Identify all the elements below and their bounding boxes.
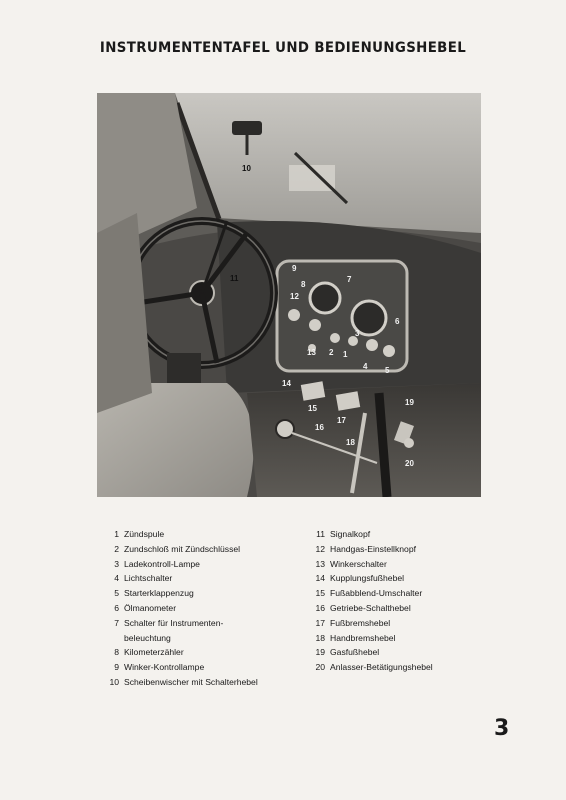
legend-item: 15 Fußabblend-Umschalter <box>315 588 423 599</box>
callout-20: 20 <box>405 459 414 468</box>
legend-item: 7 Schalter für Instrumenten- beleuchtung <box>114 617 224 643</box>
legend-item: 11 Signalkopf <box>316 529 371 539</box>
floor <box>247 383 481 497</box>
knob-icon <box>288 309 300 321</box>
kilometer-gauge-icon <box>310 283 340 313</box>
wiper-motor-icon <box>232 121 262 135</box>
legend-item: 8 Kilometerzähler <box>114 647 184 658</box>
legend-item: 6 Ölmanometer <box>114 602 177 613</box>
callout-19: 19 <box>405 398 414 407</box>
callout-12: 12 <box>290 292 299 301</box>
knob-icon <box>366 339 378 351</box>
callout-14: 14 <box>282 379 291 388</box>
legend-right <box>310 527 485 675</box>
knob-icon <box>309 319 321 331</box>
knob-icon <box>330 333 340 343</box>
legend-item: 20 Anlasser-Betätigungshebel <box>315 662 433 673</box>
legend-item: 18 Handbremshebel <box>315 632 396 643</box>
legend-item: 5 Starterklappenzug <box>114 588 194 599</box>
dashboard-photo <box>97 93 481 497</box>
dashboard-illustration <box>97 93 481 497</box>
dip-switch-icon <box>276 420 294 438</box>
legend-item: 10 Scheibenwischer mit Schalterhebel <box>109 676 258 687</box>
callout-18: 18 <box>346 438 355 447</box>
callout-8: 8 <box>301 280 306 289</box>
callout-13: 13 <box>307 348 316 357</box>
windshield <box>175 93 481 233</box>
legend-item: 4 Lichtschalter <box>114 573 173 584</box>
callout-1: 1 <box>343 350 348 359</box>
callout-7: 7 <box>347 275 352 284</box>
callout-11: 11 <box>230 274 239 283</box>
legend-item: 1 Zündspule <box>114 529 165 539</box>
legend-item: 14 Kupplungsfußhebel <box>315 573 405 584</box>
legend-item: 9 Winker-Kontrollampe <box>114 662 205 673</box>
callout-9: 9 <box>292 264 297 273</box>
legend-item: 12 Handgas-Einstellknopf <box>315 543 416 554</box>
knob-icon <box>383 345 395 357</box>
page-number: 3 <box>494 716 510 741</box>
callout-15: 15 <box>308 404 317 413</box>
starter-lever-icon <box>404 438 414 448</box>
legend-left <box>104 527 304 690</box>
callout-3: 3 <box>355 329 360 338</box>
callout-6: 6 <box>395 317 400 326</box>
callout-2: 2 <box>329 348 334 357</box>
legend-item: 13 Winkerschalter <box>315 558 387 569</box>
legend-item: 3 Ladekontroll-Lampe <box>114 558 200 569</box>
callout-5: 5 <box>385 366 390 375</box>
legend-item: 17 Fußbremshebel <box>315 617 391 628</box>
callout-16: 16 <box>315 423 324 432</box>
legend-item: 2 Zundschloß mit Zündschlüssel <box>114 543 241 554</box>
callout-4: 4 <box>363 362 368 371</box>
legend-item: 19 Gasfußhebel <box>315 647 380 658</box>
callout-10: 10 <box>242 164 251 173</box>
page-title: INSTRUMENTENTAFEL UND BEDIENUNGSHEBEL <box>99 40 467 56</box>
legend-item: 16 Getriebe-Schalthebel <box>315 602 411 613</box>
callout-17: 17 <box>337 416 346 425</box>
